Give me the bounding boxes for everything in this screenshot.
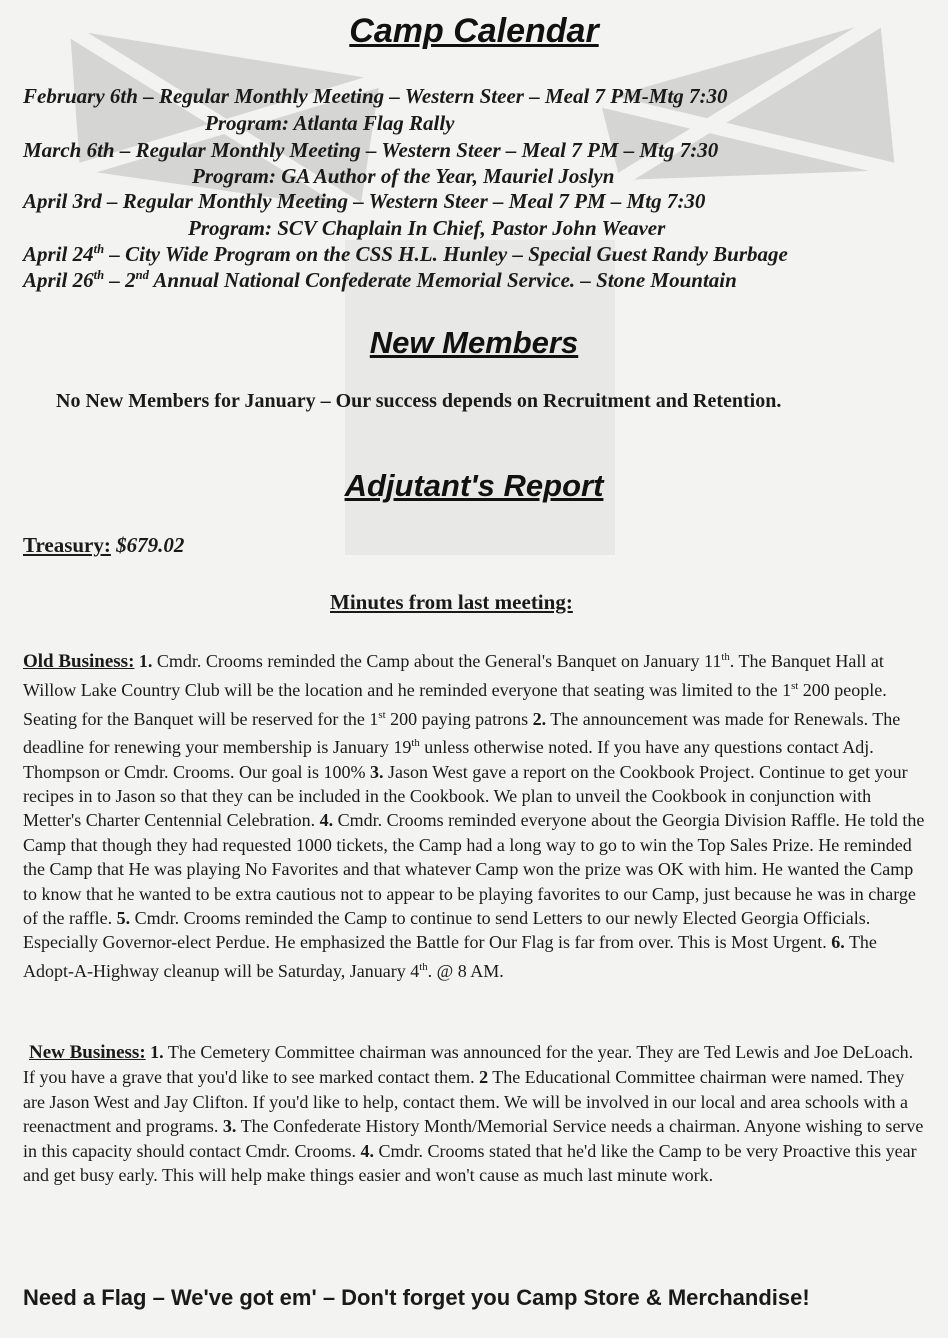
old-business-paragraph: Old Business: 1. Cmdr. Crooms reminded the Camp about the General's Banquet on January 11th. The Banquet Hall at Willow Lake Country Club will be the location and he reminded everyone that seating was limited to the 1st 200 people. Seating for the Banquet will be reserved for the 1st 200 paying patrons 2. The announcement was made for Renewals. The deadline for renewing your membership is January 19th unless otherwise noted. If you have any questions contact Adj. Thompson or Cmdr. Crooms. Our goal is 100% 3. Jason West gave a report on the Cookbook Project. Continue to get your recipes in to Jason so that they can be included in the Cookbook. We plan to unveil the Cookbook in conjunction with Metter's Charter Centennial Celebration. 4. Cmdr. Crooms reminded everyone about the Georgia Division Raffle. He told the Camp that though they had requested 1000 tickets, the Camp had a long way to go to win the Top Sales Prize. He reminded the Camp that He was playing No Favorites and that whatever Camp won the prize was OK with him. He wanted the Camp to know that he wanted to be extra cautious not to appear to be playing favorites to our Camp, just because he was in charge of the raffle. 5. Cmdr. Crooms reminded the Camp to continue to send Letters to our newly Elected Georgia Officials. Especially Governor-elect Perdue. He emphasized the Battle for Our Flag is far from over. This is Most Urgent. 6. The Adopt-A-Highway cleanup will be Saturday, January 4th. @ 8 AM. bbox=[23, 651, 925, 981]
camp-calendar-title: Camp Calendar bbox=[349, 12, 599, 50]
new-members-text: No New Members for January – Our success depends on Recruitment and Retention. bbox=[56, 390, 782, 412]
new-business-paragraph: New Business: 1. The Cemetery Committee chairman was announced for the year. They are Ted Lewis and Joe DeLoach. If you have a grave that you'd like to see marked contact them. 2 The Educational Committee chairman were named. They are Jason West and Jay Clifton. If you'd like to help, contact them. We will be involved in our local and area schools with a reenactment and programs. 3. The Confederate History Month/Memorial Service needs a chairman. Anyone wishing to serve in this capacity should contact Cmdr. Crooms. 4. Cmdr. Crooms stated that he'd like the Camp to be very Proactive this year and get busy early. This will help make things easier and won't cause as much last minute work. bbox=[23, 1042, 924, 1186]
treasury-label: Treasury: bbox=[23, 533, 111, 557]
calendar-row bbox=[23, 242, 788, 267]
calendar-program: Program: SCV Chaplain In Chief, Pastor John Weaver bbox=[188, 216, 666, 240]
calendar-text: – Regular Monthly Meeting – Western Steer – Meal 7 PM – Mtg 7:30 bbox=[114, 138, 719, 162]
calendar-text: – Regular Monthly Meeting – Western Steer – Meal 7 PM – Mtg 7:30 bbox=[101, 189, 706, 213]
calendar-date: April 24th bbox=[23, 242, 105, 266]
calendar-date: April 3rd bbox=[23, 189, 102, 213]
new-business-label: New Business: bbox=[29, 1042, 146, 1063]
calendar-row: April 26th – 2nd Annual National Confederate Memorial Service. – Stone Mountain bbox=[23, 268, 737, 292]
treasury-line bbox=[23, 533, 184, 558]
old-business-label: Old Business: bbox=[23, 651, 135, 672]
calendar-row bbox=[23, 189, 705, 214]
calendar-text: – City Wide Program on the CSS H.L. Hunley – Special Guest Randy Burbage bbox=[104, 242, 788, 266]
calendar-date: February 6th bbox=[23, 84, 138, 108]
calendar-row bbox=[23, 138, 718, 163]
calendar-text: Annual National Confederate Memorial Service. – Stone Mountain bbox=[148, 268, 737, 292]
calendar-program: Program: GA Author of the Year, Mauriel Joslyn bbox=[192, 164, 615, 188]
calendar-text: – Regular Monthly Meeting – Western Steer – Meal 7 PM-Mtg 7:30 bbox=[137, 84, 728, 108]
new-members-title: New Members bbox=[369, 325, 579, 360]
minutes-title: Minutes from last meeting: bbox=[330, 590, 573, 614]
calendar-date: April 26th bbox=[23, 268, 105, 292]
adjutant-report-title: Adjutant's Report bbox=[344, 468, 604, 503]
calendar-date: March 6th bbox=[23, 138, 115, 162]
calendar-row bbox=[23, 84, 728, 109]
calendar-program: Program: Atlanta Flag Rally bbox=[205, 111, 455, 135]
treasury-value: $679.02 bbox=[110, 533, 185, 557]
footer-banner: Need a Flag – We've got em' – Don't forget you Camp Store & Merchandise! bbox=[23, 1285, 810, 1310]
